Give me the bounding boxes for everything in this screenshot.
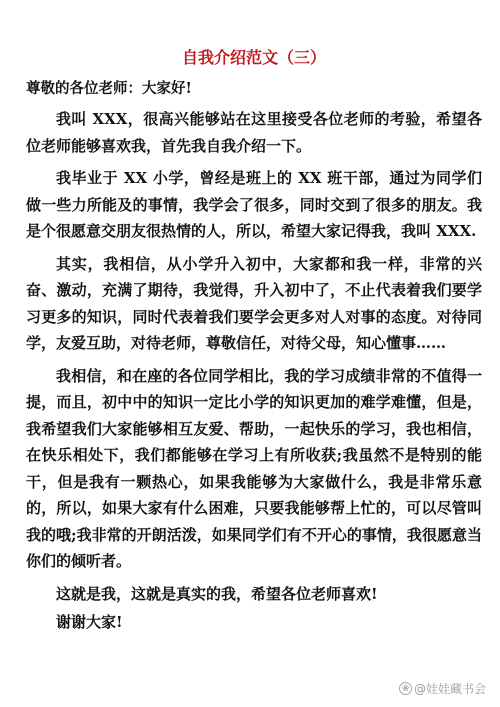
document-title: 自我介绍范文（三）: [181, 48, 326, 67]
paragraph-closing: 这就是我，这就是真实的我，希望各位老师喜欢!: [56, 584, 378, 603]
paragraph-classmates: 我相信，和在座的各位同学相比，我的学习成绩非常的不值得一提，而且，初中中的知识一定比小学的知识更加的难学难懂，但是，我希望我们大家能够相互友爱、帮助，一起快乐的学习，我也相信，在快乐相处下，我们都能够在学习上有所收获;我虽然不是特别的能干，但是我有一颗热心，如果我能够为大家做什么，我是非常乐意的，所以，如果大家有什么困难，只要我能够帮上忙的，可以尽管叫我的哦;我非常的开朗活泼，如果同学们有不开心的事情，我很愿意当你们的倾听者。: [26, 366, 482, 570]
paragraph-school: 我毕业于 XX 小学，曾经是班上的 XX 班干部，通过为同学们做一些力所能及的事情，我学会了很多，同时交到了很多的朋友。我是个很愿意交朋友很热情的人，所以，希望大家记得我，我叫 XXX.: [26, 169, 482, 240]
watermark-text: @娃娃藏书会: [413, 682, 486, 696]
paragraph-middle-school: 其实，我相信，从小学升入初中，大家都和我一样，非常的兴奋、激动，充满了期待，我觉得，升入初中了，不止代表着我们要学习更多的知识，同时代表着我们要学会更多对人对事的态度。对待同学，友爱互助，对待老师，尊敬信任，对待父母，知心懂事……: [26, 254, 482, 352]
paragraph-intro: 我叫 XXX，很高兴能够站在这里接受各位老师的考验，希望各位老师能够喜欢我，首先我自我介绍一下。: [26, 110, 482, 155]
watermark-logo-icon: ❀: [399, 682, 412, 695]
salutation: 尊敬的各位老师：大家好!: [26, 80, 192, 97]
paragraph-thanks: 谢谢大家!: [56, 613, 123, 631]
watermark: [399, 680, 486, 697]
